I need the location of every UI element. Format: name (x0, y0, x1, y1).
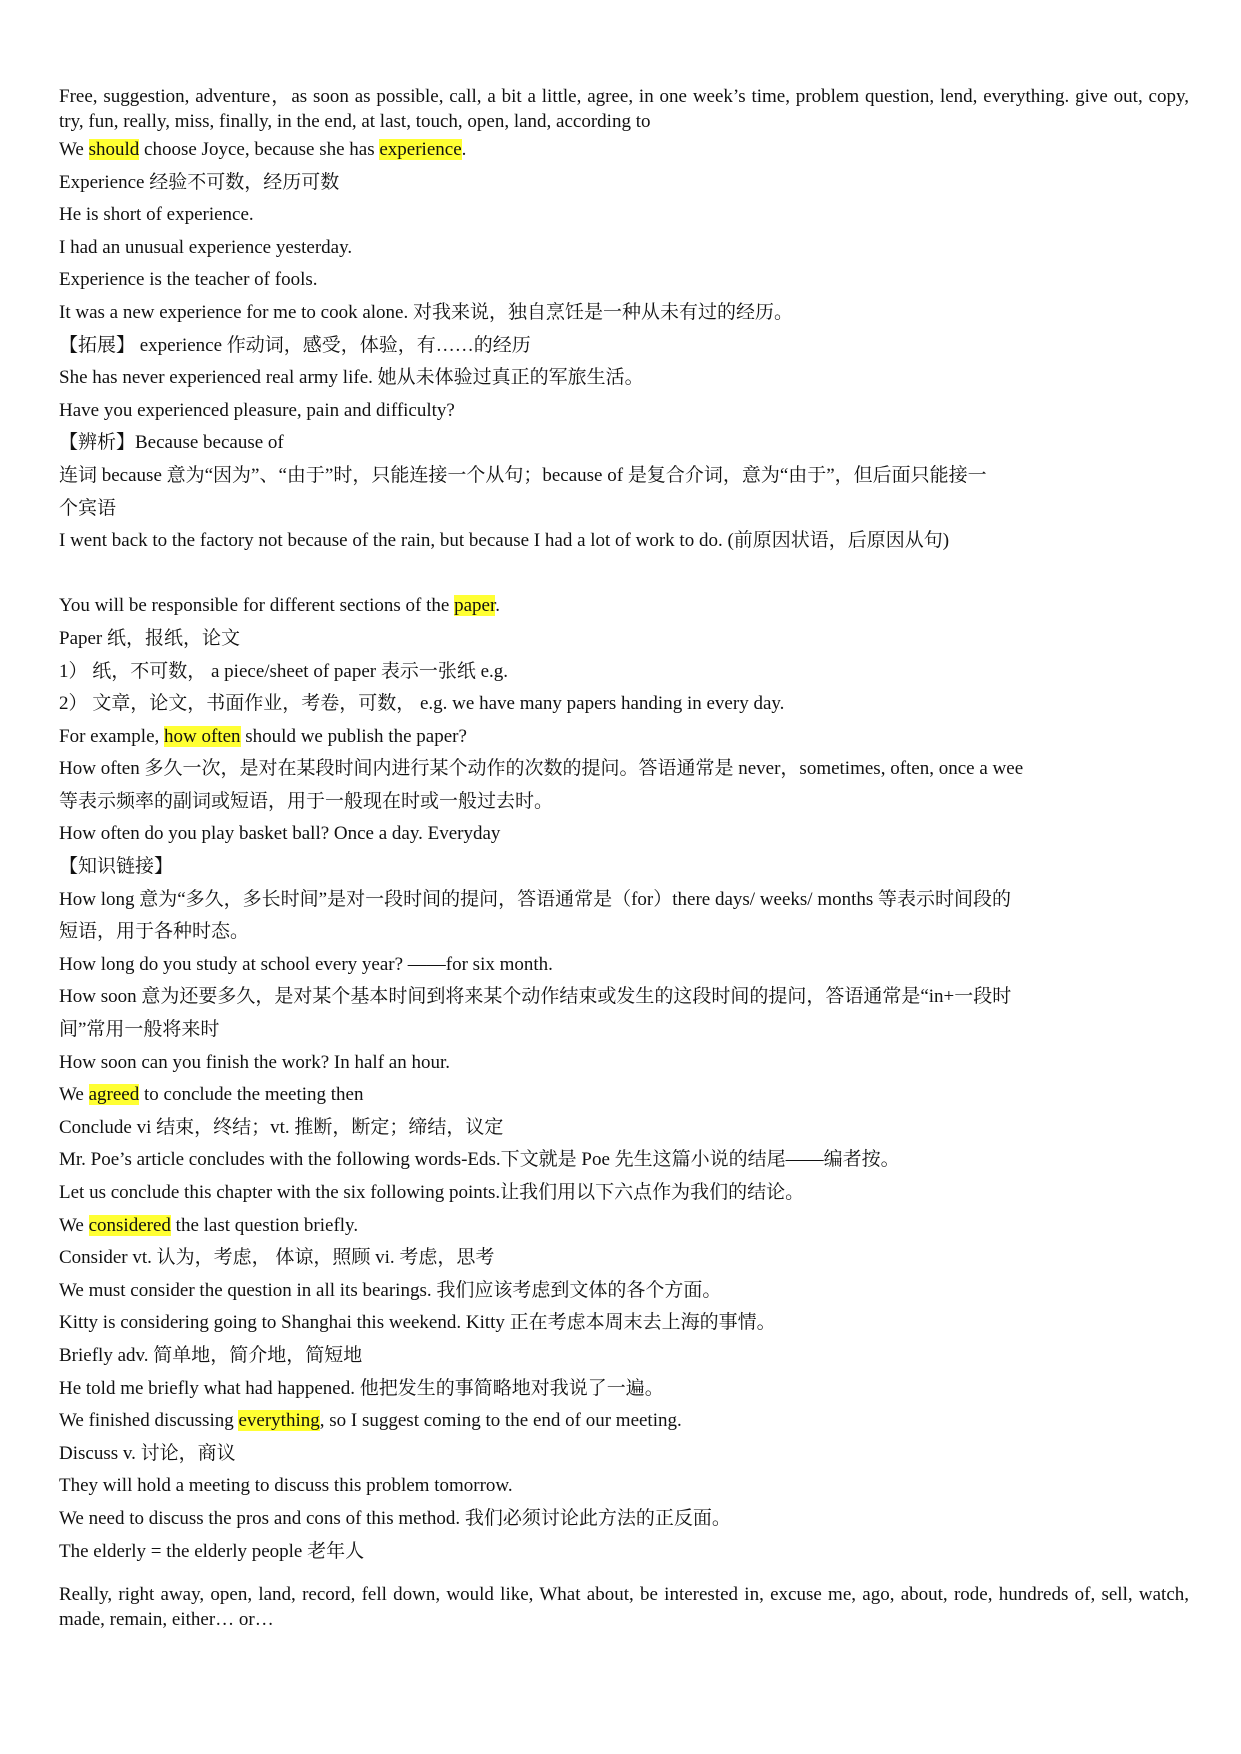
note-line: Kitty is considering going to Shanghai this weekend. Kitty 正在考虑本周末去上海的事情。 (59, 1312, 776, 1334)
text: We (59, 1214, 89, 1236)
sentence-paper (59, 590, 1189, 623)
highlight-experience: experience (379, 139, 462, 160)
note-line: Consider vt. 认为，考虑， 体谅，照顾 vi. 考虑，思考 (59, 1247, 495, 1269)
text: We finished discussing (59, 1410, 239, 1432)
sentence-should-experience (59, 134, 1189, 167)
note-line: Mr. Poe’s article concludes with the following words-Eds.下文就是 Poe 先生这篇小说的结尾——编者按。 (59, 1149, 900, 1171)
blank-line (59, 1568, 1189, 1582)
sentence-agreed (59, 1079, 1189, 1112)
note-line: 2） 文章，论文，书面作业，考卷，可数， e.g. we have many papers handing in every day. (59, 693, 785, 715)
note-line: I went back to the factory not because of the rain, but because I had a lot of work to do. (前原因状语，后原因从句) (59, 530, 950, 552)
note-line: How long do you study at school every year? ——for six month. (59, 953, 553, 975)
note-line: It was a new experience for me to cook alone. 对我来说，独自烹饪是一种从未有过的经历。 (59, 301, 793, 323)
note-line: We must consider the question in all its bearings. 我们应该考虑到文体的各个方面。 (59, 1279, 722, 1301)
text: choose Joyce, because she has (139, 139, 380, 160)
highlight-considered: considered (88, 1214, 171, 1236)
note-line: Have you experienced pleasure, pain and difficulty? (59, 399, 455, 421)
document-page (59, 84, 1189, 1632)
note-line: She has never experienced real army life. 她从未体验过真正的军旅生活。 (59, 367, 644, 389)
sentence-everything (59, 1405, 1189, 1438)
note-line: We need to discuss the pros and cons of this method. 我们必须讨论此方法的正反面。 (59, 1507, 731, 1529)
note-line: How soon can you finish the work? In half an hour. (59, 1051, 451, 1073)
note-line: 短语，用于各种时态。 (59, 921, 250, 943)
note-line: How often 多久一次，是对在某段时间内进行某个动作的次数的提问。答语通常是 never，sometimes, often, once a wee (59, 758, 1024, 780)
vocabulary-list-bottom: Really, right away, open, land, record, fell down, would like, What about, be interested in, excuse me, ago, about, rode, hundreds of, sell, watch, made, remain, either… or… (59, 1584, 1189, 1631)
note-line: How often do you play basket ball? Once a day. Everyday (59, 823, 501, 845)
note-line: How soon 意为还要多久，是对某个基本时间到将来某个动作结束或发生的这段时间的提问，答语通常是“in+一段时 (59, 986, 1012, 1008)
note-line: Experience 经验不可数，经历可数 (59, 171, 340, 193)
note-line: 等表示频率的副词或短语，用于一般现在时或一般过去时。 (59, 790, 554, 812)
note-line: They will hold a meeting to discuss this problem tomorrow. (59, 1475, 513, 1497)
note-line: He is short of experience. (59, 204, 254, 226)
note-line: 连词 because 意为“因为”、“由于”时，只能连接一个从句；because of 是复合介词，意为“由于”，但后面只能接一 (59, 464, 987, 486)
note-line: 【拓展】 experience 作动词，感受，体验，有……的经历 (59, 334, 531, 356)
text: , so I suggest coming to the end of our meeting. (319, 1410, 682, 1432)
note-line: I had an unusual experience yesterday. (59, 236, 353, 258)
highlight-should: should (88, 139, 140, 160)
note-line: 【知识链接】 (59, 856, 174, 878)
text: We (59, 1084, 89, 1106)
note-line: 【辨析】Because because of (59, 432, 284, 454)
text: You will be responsible for different sections of the (59, 595, 455, 617)
note-line: Let us conclude this chapter with the six following points.让我们用以下六点作为我们的结论。 (59, 1182, 805, 1203)
note-line: Briefly adv. 简单地，简介地，简短地 (59, 1344, 363, 1366)
note-line: How long 意为“多久，多长时间”是对一段时间的提问，答语通常是（for）there days/ weeks/ months 等表示时间段的 (59, 888, 1012, 910)
text: . (495, 595, 500, 617)
sentence-considered (59, 1210, 1189, 1243)
text: should we publish the paper? (240, 725, 467, 747)
note-line: Conclude vi 结束，终结；vt. 推断，断定；缔结，议定 (59, 1116, 504, 1138)
note-line: The elderly = the elderly people 老年人 (59, 1540, 365, 1562)
note-line: Discuss v. 讨论，商议 (59, 1442, 236, 1464)
highlight-paper: paper (454, 595, 496, 617)
text: the last question briefly. (170, 1214, 359, 1236)
highlight-everything: everything (238, 1410, 320, 1432)
note-line: 1） 纸，不可数， a piece/sheet of paper 表示一张纸 e.g. (59, 660, 509, 682)
sentence-how-often (59, 721, 1189, 754)
blank-line (59, 558, 1189, 591)
vocabulary-list-top: Free, suggestion, adventure，as soon as possible, call, a bit a little, agree, in one week’s time, problem question, lend, everything. give out, copy, try, fun, really, miss, finally, in the end, at last, touch, open, land, according to (59, 86, 1189, 132)
note-line: 个宾语 (59, 497, 117, 519)
text: . (461, 139, 467, 160)
text: to conclude the meeting then (139, 1084, 364, 1106)
note-line: 间”常用一般将来时 (59, 1019, 220, 1041)
note-line: Experience is the teacher of fools. (59, 269, 318, 291)
note-line: Paper 纸，报纸，论文 (59, 627, 241, 649)
note-line: He told me briefly what had happened. 他把发生的事简略地对我说了一遍。 (59, 1377, 664, 1399)
highlight-how-often: how often (164, 725, 241, 747)
text: We (59, 139, 89, 160)
highlight-agreed: agreed (88, 1084, 140, 1106)
text: For example, (59, 725, 165, 747)
